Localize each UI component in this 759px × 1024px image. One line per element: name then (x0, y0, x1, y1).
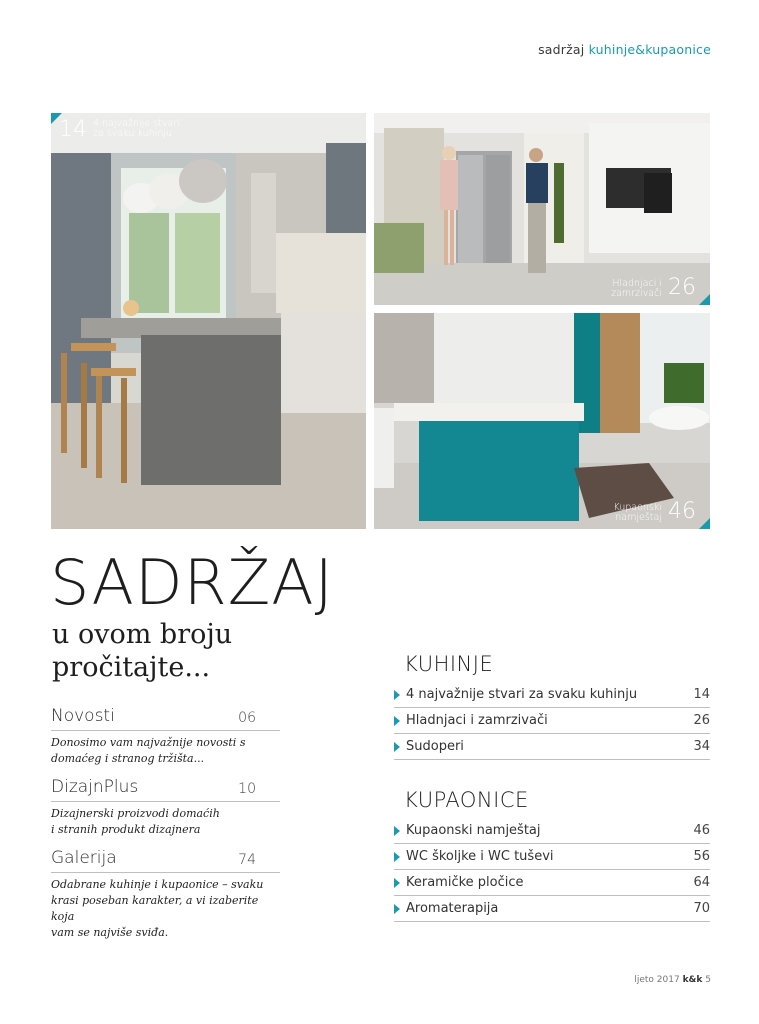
ref-number: 26 (668, 275, 696, 300)
toc-label: Sudoperi (406, 739, 464, 754)
ref-caption: Kupaonski (613, 502, 662, 513)
ref-caption: namještaj (615, 512, 662, 523)
bathroom-photo[interactable] (374, 313, 710, 529)
ref-caption: 4 najvažnije stvari (93, 118, 180, 129)
description-line: vam se najviše sviđa. (51, 926, 169, 939)
description-line: domaćeg i stranog tržišta... (51, 752, 205, 765)
toc-label: 4 najvažnije stvari za svaku kuhinju (406, 687, 638, 702)
toc-item[interactable] (394, 818, 710, 844)
toc-label: Aromaterapija (406, 901, 499, 916)
toc-page: 14 (693, 687, 710, 702)
description-line: krasi poseban karakter, a vi izaberite koja (51, 894, 259, 923)
ref-caption: za svaku kuhinju (93, 128, 173, 139)
toc-item[interactable] (394, 870, 710, 896)
section-heading: KUHINJE (404, 652, 494, 676)
page-title: SADRŽAJ (50, 546, 334, 619)
corner-triangle (699, 294, 710, 305)
corner-triangle (699, 518, 710, 529)
subtitle-line: pročitajte... (52, 652, 211, 683)
toc-label: Kupaonski namještaj (406, 823, 541, 838)
section-name: DizajnPlus (51, 777, 139, 797)
ref-caption: Hladnjaci i (612, 278, 662, 289)
toc-page: 46 (693, 823, 710, 838)
triangle-arrow-icon (394, 904, 400, 914)
section-description (51, 735, 280, 767)
magazine-name: kuhinje&kupaonice (588, 42, 711, 57)
toc-item[interactable] (394, 734, 710, 760)
triangle-arrow-icon (394, 690, 400, 700)
toc-label: Hladnjaci i zamrzivači (406, 713, 548, 728)
section-page: 10 (238, 781, 256, 797)
triangle-arrow-icon (394, 716, 400, 726)
section-heading: KUPAONICE (404, 788, 529, 812)
section-dizajnplus[interactable] (51, 777, 280, 838)
page-ref-46 (613, 501, 696, 523)
description-line: Odabrane kuhinje i kupaonice – svaku (51, 878, 264, 891)
ref-number: 14 (59, 117, 87, 142)
toc-page: 70 (693, 901, 710, 916)
toc-page: 64 (693, 875, 710, 890)
footer-brand: k&k (682, 975, 703, 985)
description-line: Dizajnerski proizvodi domaćih (51, 807, 220, 820)
toc-label: Keramičke pločice (406, 875, 524, 890)
toc-page: 56 (693, 849, 710, 864)
section-page: 06 (238, 710, 256, 726)
triangle-arrow-icon (394, 878, 400, 888)
description-line: i stranih produkt dizajnera (51, 823, 201, 836)
triangle-arrow-icon (394, 852, 400, 862)
section-name: Novosti (51, 706, 115, 726)
toc-item[interactable] (394, 844, 710, 870)
page-ref-26 (611, 277, 696, 299)
page-header (538, 42, 711, 57)
section-galerija[interactable] (51, 848, 280, 941)
toc-item[interactable] (394, 896, 710, 922)
toc-label: WC školjke i WC tuševi (406, 849, 554, 864)
bathroom-photo-image (374, 313, 710, 529)
section-description (51, 877, 280, 941)
section-novosti[interactable] (51, 706, 280, 767)
section-description (51, 806, 280, 838)
page-ref-14 (59, 119, 180, 141)
description-line: Donosimo vam najvažnije novosti s (51, 736, 246, 749)
fridge-photo[interactable] (374, 113, 710, 305)
kupaonice-section (394, 788, 710, 922)
triangle-arrow-icon (394, 742, 400, 752)
kitchen-photo[interactable] (51, 113, 366, 529)
section-word: sadržaj (538, 42, 585, 57)
footer-page-number: 5 (705, 975, 711, 985)
toc-page: 34 (693, 739, 710, 754)
toc-item[interactable] (394, 708, 710, 734)
section-page: 74 (238, 852, 256, 868)
footer-issue: ljeto 2017 (634, 975, 680, 985)
page-footer (634, 975, 711, 985)
triangle-arrow-icon (394, 826, 400, 836)
toc-page: 26 (693, 713, 710, 728)
subtitle-line: u ovom broju (52, 619, 233, 650)
ref-caption: zamrzivači (611, 288, 662, 299)
section-name: Galerija (51, 848, 117, 868)
kitchen-photo-image (51, 113, 366, 529)
ref-number: 46 (668, 499, 696, 524)
page-subtitle (52, 618, 232, 684)
kuhinje-section (394, 652, 710, 760)
toc-item[interactable] (394, 682, 710, 708)
